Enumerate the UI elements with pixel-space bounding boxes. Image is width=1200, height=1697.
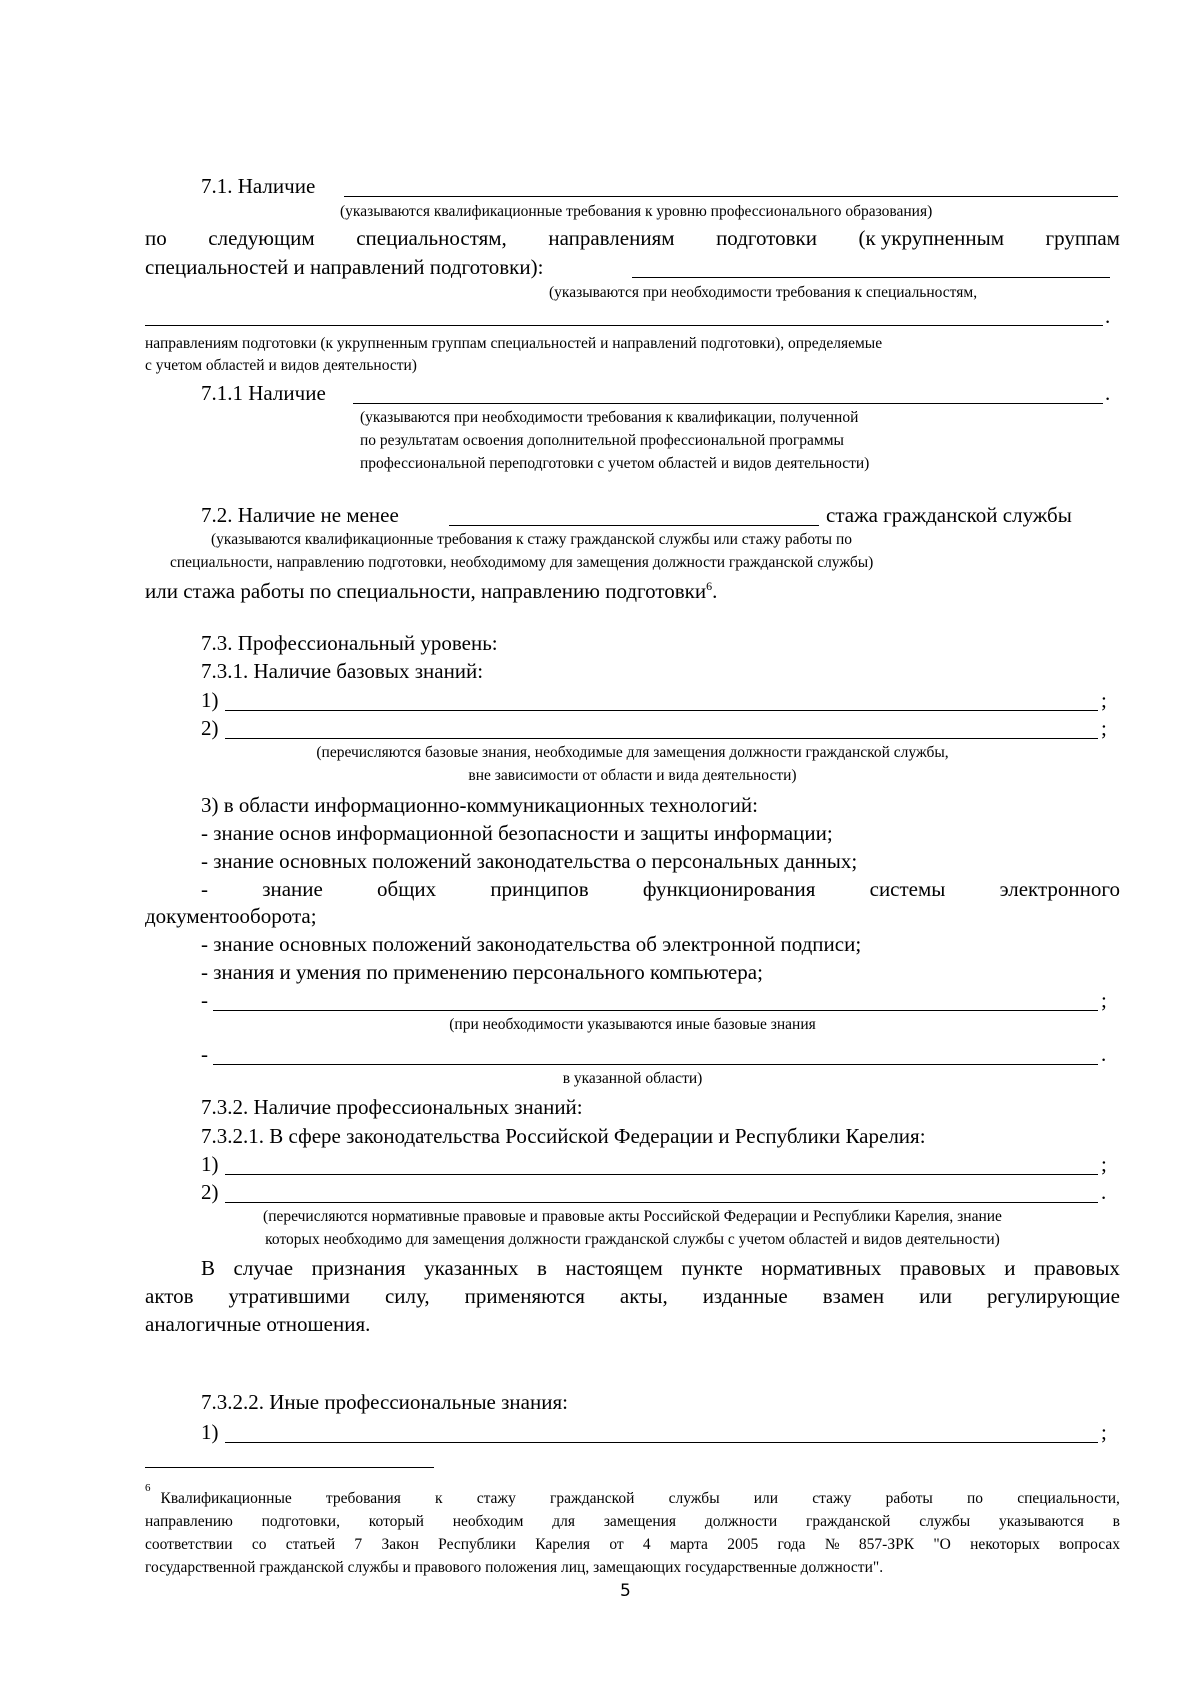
word: необходим	[452, 1513, 524, 1530]
s71-hint-3: направлениям подготовки (к укрупненным группам специальностей и направлений подготовки), определяемые	[145, 335, 883, 352]
s71-hint-2: (указываются при необходимости требования к специальностям,	[549, 284, 978, 301]
word: вопросах	[1059, 1536, 1120, 1553]
footnote-line-4: государственной гражданской службы и правового положения лиц, замещающих государственные должности".	[145, 1559, 884, 1576]
s732-item-1-num: 1)	[201, 1152, 219, 1176]
word: указанных	[424, 1256, 519, 1280]
word: (к укрупненным	[858, 226, 1005, 250]
word: общих	[377, 877, 437, 901]
s73-other-dash-1: -	[201, 988, 208, 1012]
word: направлениям	[548, 226, 675, 250]
s73-title: 7.3. Профессиональный уровень:	[201, 631, 498, 655]
s73-item-2-line[interactable]	[225, 738, 1098, 739]
word: подготовки	[716, 226, 817, 250]
footnote-line-3	[145, 1534, 1120, 1555]
s711-label: 7.1.1 Наличие	[201, 381, 326, 405]
word: гражданской	[550, 1490, 635, 1507]
word: в	[537, 1256, 547, 1280]
word: со	[251, 1536, 267, 1553]
s73-item-2-semicolon: ;	[1101, 716, 1107, 740]
s73-other-semicolon: ;	[1101, 988, 1107, 1012]
word: гражданской	[805, 1513, 891, 1530]
s71-label: 7.1. Наличие	[201, 174, 316, 198]
word: функционирования	[642, 877, 816, 901]
word: службы	[919, 1513, 971, 1530]
s711-end-dot: .	[1105, 381, 1111, 405]
word: некоторых	[970, 1536, 1040, 1553]
s71-hint-4: с учетом областей и видов деятельности)	[145, 357, 417, 374]
s72-line-3-text: или стажа работы по специальности, направлению подготовки	[145, 579, 707, 603]
s711-hint-1: (указываются при необходимости требования к квалификации, полученной	[360, 409, 859, 426]
s71-spec-fill-line-2[interactable]	[145, 325, 1103, 326]
s72-suffix: стажа гражданской службы	[826, 503, 1072, 527]
word: или	[753, 1490, 779, 1507]
word: настоящем	[565, 1256, 663, 1280]
word: 2005	[727, 1536, 759, 1553]
word: соответствии	[145, 1536, 233, 1553]
word: подготовки,	[261, 1513, 340, 1530]
footnote-ref[interactable]: 6	[706, 579, 713, 593]
s73-it-item-2: - знание основных положений законодательства о персональных данных;	[201, 849, 858, 873]
s73-it-title: 3) в области информационно-коммуникационных технологий:	[201, 793, 758, 817]
footnote-separator	[145, 1467, 434, 1468]
word: статьей	[285, 1536, 336, 1553]
s732-hint-2: которых необходимо для замещения должности гражданской службы с учетом областей и видов деятельности)	[265, 1231, 1000, 1248]
word: правовых	[899, 1256, 986, 1280]
s73-hint-2: вне зависимости от области и вида деятельности)	[468, 767, 797, 784]
s732-item-2-num: 2)	[201, 1180, 219, 1204]
word: направлению	[145, 1513, 233, 1530]
s732-sub-1: 7.3.2.1. В сфере законодательства Российской Федерации и Республики Карелия:	[201, 1124, 926, 1148]
s732-sub-2: 7.3.2.2. Иные профессиональные знания:	[201, 1390, 568, 1414]
word: пункте	[681, 1256, 743, 1280]
word: системы	[869, 877, 946, 901]
s71-spec-fill-line[interactable]	[632, 277, 1110, 278]
s72-line-3	[145, 579, 717, 603]
word: работы	[885, 1490, 933, 1507]
s73-other-line-1[interactable]	[213, 1010, 1098, 1011]
word: электронного	[999, 877, 1120, 901]
word: по	[145, 226, 167, 250]
s71-line-2	[145, 226, 1120, 250]
word: для	[552, 1513, 575, 1530]
s72-hint-2: специальности, направлению подготовки, необходимому для замещения должности гражданской службы)	[170, 554, 874, 571]
s73-it-item-3	[201, 877, 1120, 901]
word: который	[368, 1513, 424, 1530]
s732-item-3-line[interactable]	[225, 1442, 1098, 1443]
word: специальностям,	[356, 226, 507, 250]
s71-fill-line[interactable]	[344, 196, 1118, 197]
word: случае	[233, 1256, 294, 1280]
footnote-head	[145, 1482, 292, 1509]
s71-line-3: специальностей и направлений подготовки):	[145, 255, 544, 279]
word: марта	[669, 1536, 708, 1553]
s732-item-2-end-dot: .	[1101, 1180, 1107, 1204]
s732-item-3-semicolon: ;	[1101, 1420, 1107, 1444]
s72-end-dot: .	[712, 579, 718, 603]
s73-item-1-num: 1)	[201, 688, 219, 712]
s73-other-line-2[interactable]	[213, 1064, 1098, 1065]
s732-para-line-1	[201, 1256, 1120, 1280]
word: 857-ЗРК	[858, 1536, 915, 1553]
s732-title: 7.3.2. Наличие профессиональных знаний:	[201, 1095, 583, 1119]
word: утратившими	[228, 1284, 351, 1308]
s732-hint-1: (перечисляются нормативные правовые и правовые акты Российской Федерации и Республики Карелия, знание	[263, 1208, 1002, 1225]
word: 4	[642, 1536, 651, 1553]
word: акты,	[619, 1284, 668, 1308]
s73-it-item-4: - знание основных положений законодательства об электронной подписи;	[201, 932, 862, 956]
s711-hint-2: по результатам освоения дополнительной профессиональной программы	[360, 432, 844, 449]
s73-other-end-dot: .	[1101, 1042, 1107, 1066]
s711-fill-line[interactable]	[353, 403, 1103, 404]
s73-item-1-line[interactable]	[225, 710, 1098, 711]
word: стажу	[812, 1490, 852, 1507]
word: замещения	[603, 1513, 677, 1530]
word: группам	[1045, 226, 1120, 250]
word: взамен	[822, 1284, 885, 1308]
footnote-line-1	[145, 1482, 1120, 1509]
word: к	[435, 1490, 443, 1507]
s73-hint-3: (при необходимости указываются иные базовые знания	[449, 1016, 816, 1033]
word: и	[1004, 1256, 1016, 1280]
s73-item-1-semicolon: ;	[1101, 688, 1107, 712]
word: стажу	[476, 1490, 516, 1507]
word: следующим	[208, 226, 315, 250]
s732-item-3-num: 1)	[201, 1420, 219, 1444]
word: правовых	[1034, 1256, 1120, 1280]
word: -	[201, 877, 208, 901]
word: №	[824, 1536, 840, 1553]
footnote-line-2	[145, 1511, 1120, 1532]
s732-item-1-line[interactable]	[225, 1174, 1098, 1175]
s732-para-line-3: аналогичные отношения.	[145, 1312, 371, 1336]
word: от	[609, 1536, 624, 1553]
s73-hint-1: (перечисляются базовые знания, необходимые для замещения должности гражданской службы,	[316, 744, 949, 761]
word: указываются	[999, 1513, 1084, 1530]
word: или	[919, 1284, 953, 1308]
word: В	[201, 1256, 216, 1280]
footnote-num: 6	[145, 1482, 151, 1494]
word: изданные	[702, 1284, 788, 1308]
s73-other-dash-2: -	[201, 1042, 208, 1066]
s71-end-dot: .	[1105, 304, 1111, 328]
word: Закон	[381, 1536, 419, 1553]
page-number: 5	[620, 1581, 631, 1601]
s72-label: 7.2. Наличие не менее	[201, 503, 399, 527]
s73-hint-4: в указанной области)	[562, 1070, 703, 1087]
word: требования	[325, 1490, 401, 1507]
s72-hint-1: (указываются квалификационные требования к стажу гражданской службы или стажу работы по	[211, 531, 852, 548]
word: должности	[704, 1513, 778, 1530]
s73-it-item-3-cont: документооборота;	[145, 904, 317, 928]
s73-base-title: 7.3.1. Наличие базовых знаний:	[201, 659, 484, 683]
word: регулирующие	[987, 1284, 1120, 1308]
word: года	[777, 1536, 806, 1553]
word: по	[967, 1490, 984, 1507]
s732-para-line-2	[145, 1284, 1120, 1308]
word: службы	[668, 1490, 720, 1507]
s73-it-item-1: - знание основ информационной безопасности и защиты информации;	[201, 821, 833, 845]
word: 7	[354, 1536, 363, 1553]
s71-hint-1: (указываются квалификационные требования к уровню профессионального образования)	[340, 203, 933, 220]
word: Квалификационные	[160, 1490, 292, 1507]
word: принципов	[490, 877, 589, 901]
word: признания	[311, 1256, 406, 1280]
s732-item-1-semicolon: ;	[1101, 1152, 1107, 1176]
word: знание	[262, 877, 323, 901]
s73-it-item-5: - знания и умения по применению персонального компьютера;	[201, 960, 763, 984]
word: актов	[145, 1284, 194, 1308]
word: Республики	[438, 1536, 516, 1553]
word: специальности,	[1017, 1490, 1120, 1507]
s732-item-2-line[interactable]	[225, 1202, 1098, 1203]
word: "О	[933, 1536, 951, 1553]
s72-fill-line[interactable]	[449, 525, 819, 526]
s711-hint-3: профессиональной переподготовки с учетом областей и видов деятельности)	[360, 455, 870, 472]
word: Карелия	[535, 1536, 591, 1553]
word: в	[1112, 1513, 1120, 1530]
word: силу,	[384, 1284, 430, 1308]
s73-item-2-num: 2)	[201, 716, 219, 740]
word: нормативных	[761, 1256, 882, 1280]
word: применяются	[464, 1284, 585, 1308]
